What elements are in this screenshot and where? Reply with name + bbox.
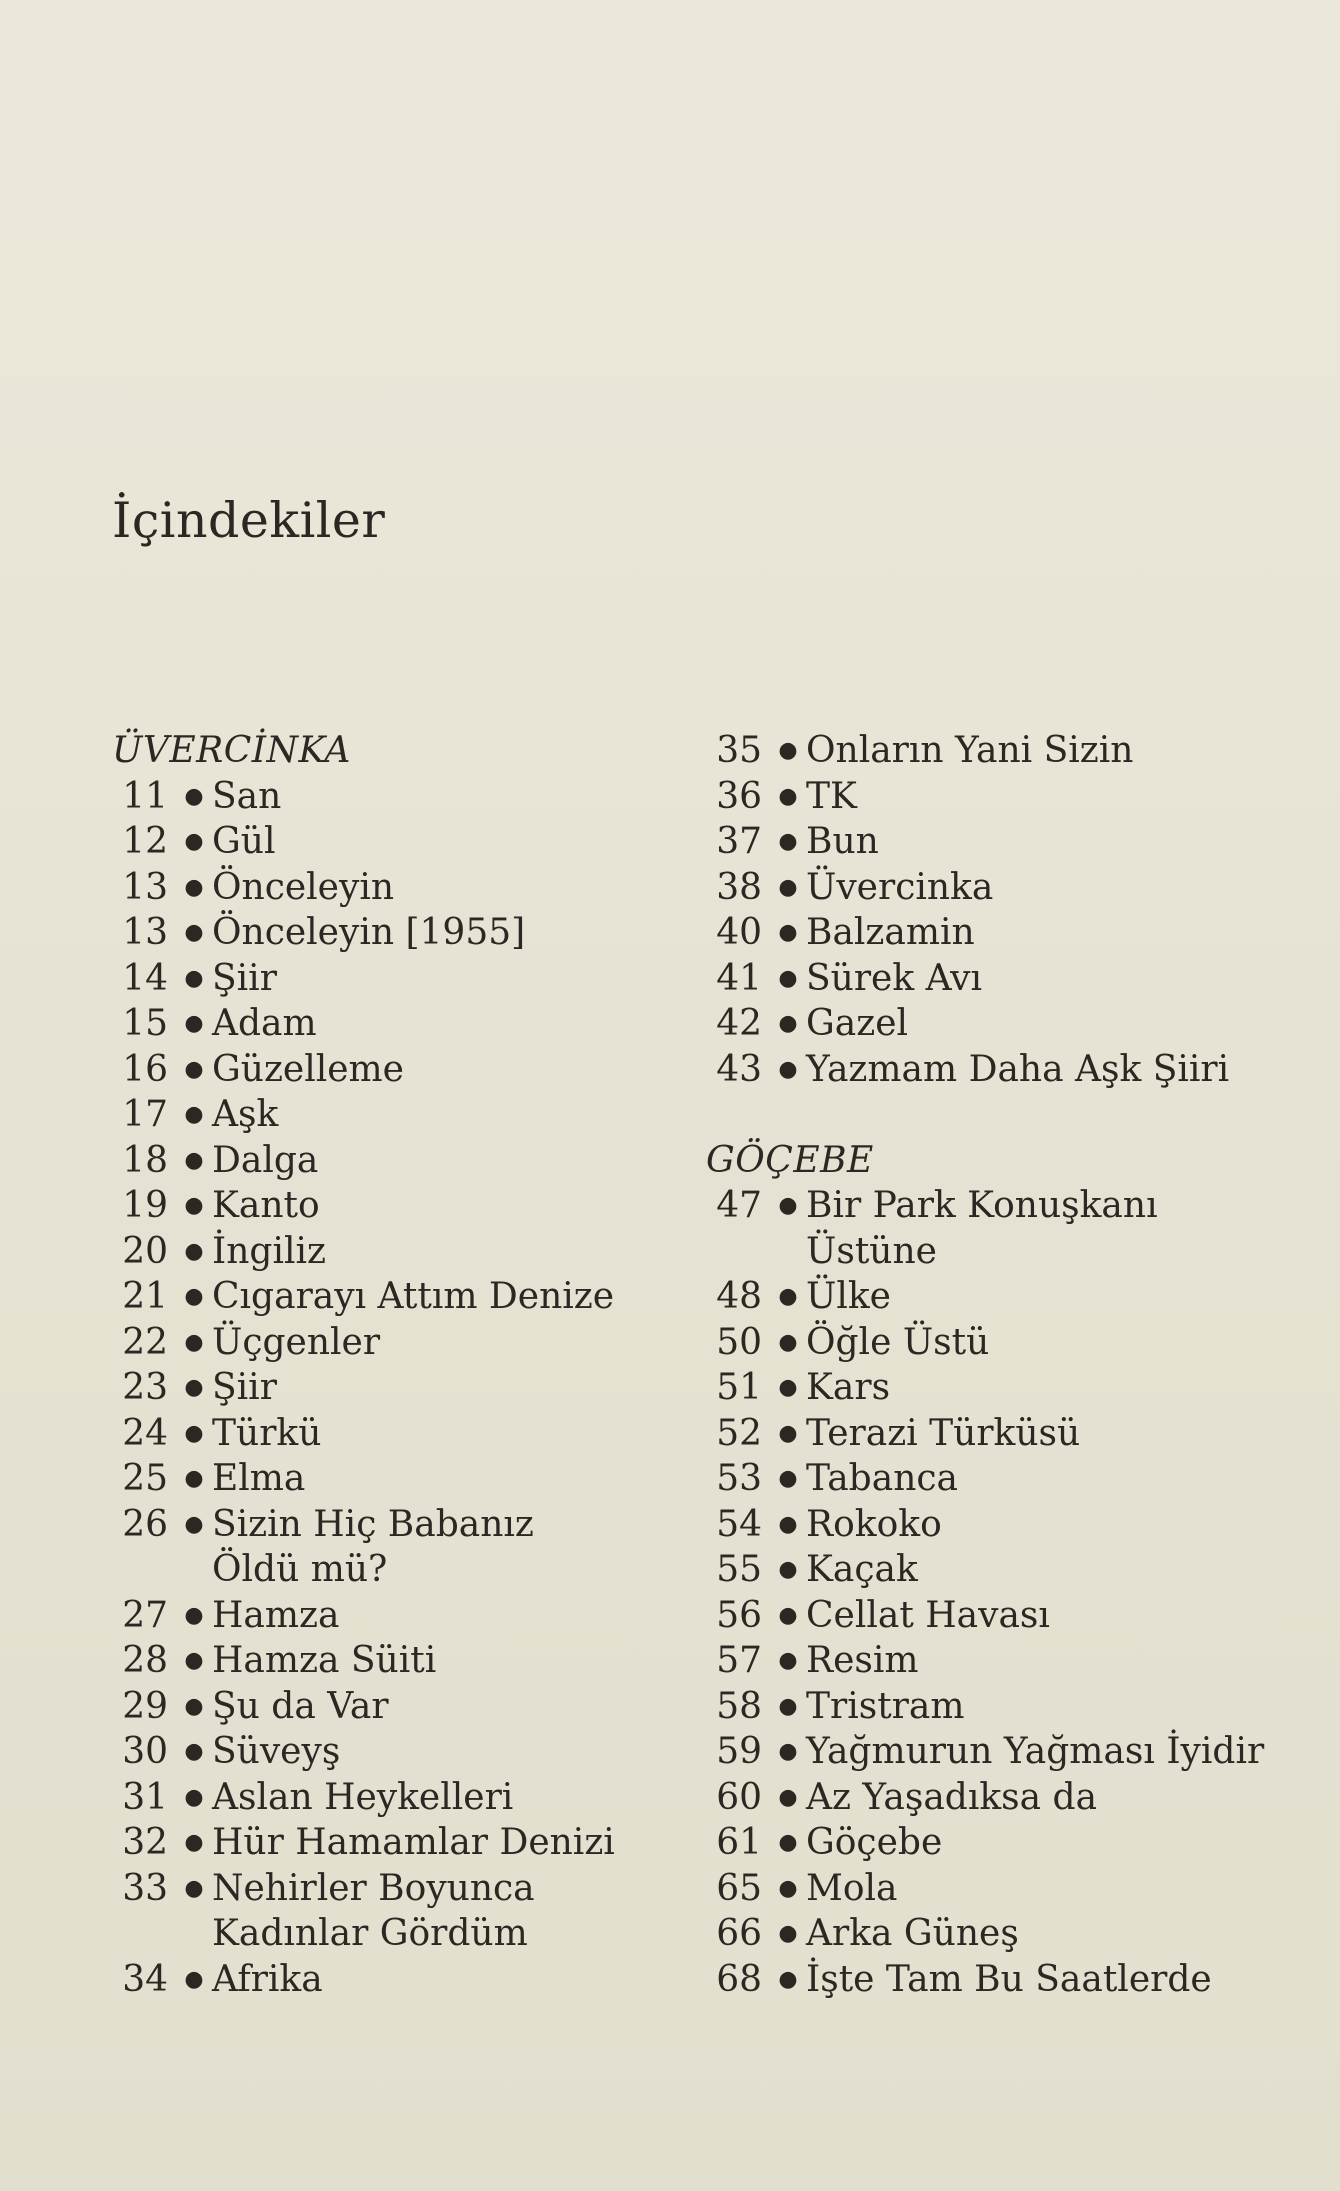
toc-page-number: 26 — [122, 1503, 168, 1545]
toc-entry-title: İşte Tam Bu Saatlerde — [806, 1958, 1212, 2000]
section-heading-uvercinka: ÜVERCİNKA — [112, 730, 351, 771]
toc-entry-title: Göçebe — [806, 1822, 943, 1863]
toc-entry-title: Hamza — [212, 1594, 340, 1636]
bullet-icon: ● — [778, 1511, 798, 1537]
toc-page-number: 17 — [122, 1094, 168, 1135]
toc-page-number: 14 — [122, 957, 168, 999]
bullet-icon: ● — [778, 1375, 798, 1400]
toc-entry-title: Kanto — [212, 1185, 320, 1226]
toc-entry — [706, 1047, 1266, 1093]
bullet-icon: ● — [184, 1011, 204, 1036]
toc-entry-title: Ülke — [806, 1276, 891, 1317]
bullet-icon: ● — [778, 738, 798, 763]
toc-page-number: 37 — [716, 821, 762, 862]
toc-entry — [706, 819, 1266, 865]
bullet-icon: ● — [778, 1602, 798, 1628]
bullet-icon: ● — [184, 1375, 204, 1400]
toc-entry-title: TK — [806, 775, 857, 817]
bullet-icon: ● — [778, 1739, 798, 1764]
toc-entry — [112, 1001, 672, 1047]
toc-entry — [706, 1820, 1266, 1866]
toc-page-number: 25 — [122, 1458, 168, 1499]
toc-entry-title: Üvercinka — [806, 866, 994, 908]
toc-page-number: 13 — [122, 866, 168, 908]
toc-page-number: 47 — [716, 1185, 762, 1226]
toc-entry-title: Yazmam Daha Aşk Şiiri — [806, 1048, 1230, 1090]
toc-page-number: 11 — [122, 775, 168, 817]
toc-list-left — [112, 774, 672, 2003]
toc-page-number: 21 — [122, 1276, 168, 1317]
toc-entry-title: Rokoko — [806, 1503, 942, 1545]
bullet-icon: ● — [184, 1739, 204, 1764]
toc-page-number: 41 — [716, 957, 762, 999]
toc-entry — [112, 1092, 672, 1138]
toc-page-number: 60 — [716, 1776, 762, 1818]
toc-entry-title: Aşk — [212, 1094, 279, 1135]
toc-entry-title: San — [212, 775, 282, 817]
bullet-icon: ● — [778, 1420, 798, 1446]
toc-entry — [112, 1866, 672, 1957]
toc-entry — [112, 1365, 672, 1411]
toc-entry-title: İngiliz — [212, 1230, 326, 1272]
bullet-icon: ● — [184, 1102, 204, 1127]
toc-entry — [706, 1775, 1266, 1821]
toc-entry — [112, 1957, 672, 2003]
toc-page-number: 48 — [716, 1276, 762, 1317]
toc-page-number: 53 — [716, 1458, 762, 1499]
toc-page-number: 35 — [716, 730, 762, 771]
toc-entry-title: Arka Güneş — [806, 1913, 1019, 1954]
toc-page-number: 18 — [122, 1139, 168, 1181]
toc-entry-title: Sürek Avı — [806, 957, 983, 999]
toc-entry — [706, 865, 1266, 911]
toc-list-right-top — [706, 728, 1266, 1092]
toc-page-number: 33 — [122, 1867, 168, 1909]
toc-page-number: 28 — [122, 1640, 168, 1681]
toc-entry-title: Adam — [212, 1003, 317, 1044]
toc-page-number: 68 — [716, 1958, 762, 2000]
toc-entry-title: Hür Hamamlar Denizi — [212, 1822, 615, 1863]
toc-entry-title: Süveyş — [212, 1731, 341, 1772]
toc-entry — [706, 1957, 1266, 2003]
toc-entry — [112, 1502, 672, 1593]
toc-entry-title: Türkü — [212, 1412, 322, 1454]
toc-page-number: 42 — [716, 1003, 762, 1044]
toc-entry — [706, 1502, 1266, 1548]
bullet-icon: ● — [184, 1420, 204, 1446]
bullet-icon: ● — [184, 1648, 204, 1673]
toc-list-right — [706, 1183, 1266, 2002]
toc-entry-title: Dalga — [212, 1139, 319, 1181]
toc-page-number: 58 — [716, 1685, 762, 1727]
toc-entry — [706, 1001, 1266, 1047]
toc-page-number: 30 — [122, 1731, 168, 1772]
bullet-icon: ● — [778, 1011, 798, 1036]
toc-entry — [706, 1456, 1266, 1502]
toc-entry — [112, 1729, 672, 1775]
toc-entry-title: Az Yaşadıksa da — [806, 1776, 1098, 1818]
bullet-icon: ● — [184, 783, 204, 809]
toc-column-left — [112, 728, 672, 2002]
toc-page-number: 29 — [122, 1685, 168, 1727]
toc-entry — [706, 1593, 1266, 1639]
bullet-icon: ● — [778, 1966, 798, 1992]
toc-entry-title: Mola — [806, 1867, 898, 1909]
bullet-icon: ● — [184, 1193, 204, 1218]
bullet-icon: ● — [184, 1693, 204, 1719]
toc-entry-title: Onların Yani Sizin — [806, 730, 1134, 771]
toc-entry-title: Hamza Süiti — [212, 1640, 437, 1681]
toc-page-number: 16 — [122, 1048, 168, 1090]
toc-entry-title: Nehirler Boyunca Kadınlar Gördüm — [212, 1867, 535, 1954]
toc-entry — [112, 1229, 672, 1275]
toc-entry-title: Önceleyin [1955] — [212, 912, 526, 953]
bullet-icon: ● — [184, 1329, 204, 1355]
toc-page-number: 51 — [716, 1367, 762, 1408]
toc-entry — [706, 1274, 1266, 1320]
bullet-icon: ● — [184, 1966, 204, 1992]
bullet-icon: ● — [778, 1875, 798, 1901]
toc-entry — [706, 956, 1266, 1002]
toc-entry — [706, 1638, 1266, 1684]
toc-entry — [112, 1183, 672, 1229]
toc-entry — [706, 1866, 1266, 1912]
toc-entry — [112, 1593, 672, 1639]
bullet-icon: ● — [778, 1056, 798, 1082]
bullet-icon: ● — [778, 1693, 798, 1719]
toc-entry — [112, 1411, 672, 1457]
toc-entry — [706, 728, 1266, 774]
toc-page-number: 34 — [122, 1958, 168, 2000]
toc-entry-title: Kars — [806, 1367, 891, 1408]
toc-entry — [112, 1320, 672, 1366]
toc-entry-title: Terazi Türküsü — [806, 1412, 1081, 1454]
toc-page-number: 27 — [122, 1594, 168, 1636]
bullet-icon: ● — [184, 1511, 204, 1537]
toc-entry-title: Yağmurun Yağması İyidir — [806, 1731, 1265, 1772]
toc-page-number: 32 — [122, 1822, 168, 1863]
toc-page-number: 56 — [716, 1594, 762, 1636]
toc-entry — [112, 1638, 672, 1684]
toc-page-number: 22 — [122, 1321, 168, 1363]
toc-page-number: 57 — [716, 1640, 762, 1681]
toc-entry — [112, 865, 672, 911]
toc-entry-title: Üçgenler — [212, 1321, 381, 1363]
toc-entry-title: Şu da Var — [212, 1685, 389, 1727]
bullet-icon: ● — [184, 1056, 204, 1082]
bullet-icon: ● — [184, 874, 204, 900]
bullet-icon: ● — [184, 829, 204, 854]
toc-page-number: 54 — [716, 1503, 762, 1545]
section-gap — [706, 1092, 1266, 1138]
toc-entry — [706, 1684, 1266, 1730]
toc-entry-title: Resim — [806, 1640, 919, 1681]
toc-entry-title: Önceleyin — [212, 866, 395, 908]
toc-page-number: 66 — [716, 1913, 762, 1954]
toc-page-number: 23 — [122, 1367, 168, 1408]
toc-entry-title: Tristram — [806, 1685, 965, 1727]
toc-entry-title: Şiir — [212, 957, 277, 999]
toc-entry — [112, 1820, 672, 1866]
toc-entry-title: Şiir — [212, 1367, 277, 1408]
bullet-icon: ● — [184, 1875, 204, 1901]
toc-entry — [706, 1911, 1266, 1957]
toc-page-number: 15 — [122, 1003, 168, 1044]
toc-entry-title: Gazel — [806, 1003, 909, 1044]
toc-entry — [112, 1775, 672, 1821]
toc-entry — [112, 774, 672, 820]
bullet-icon: ● — [778, 1784, 798, 1810]
toc-entry-title: Kaçak — [806, 1549, 918, 1590]
bullet-icon: ● — [778, 1329, 798, 1355]
toc-entry — [112, 1684, 672, 1730]
bullet-icon: ● — [778, 1648, 798, 1673]
page-title: İçindekiler — [112, 492, 386, 549]
toc-page-number: 13 — [122, 912, 168, 953]
toc-entry-title: Elma — [212, 1458, 306, 1499]
toc-entry-title: Güzelleme — [212, 1048, 404, 1090]
toc-page-number: 12 — [122, 821, 168, 862]
toc-page-number: 19 — [122, 1185, 168, 1226]
bullet-icon: ● — [778, 1557, 798, 1582]
toc-entry-title: Gül — [212, 821, 276, 862]
bullet-icon: ● — [778, 783, 798, 809]
section-heading-gocebe: GÖÇEBE — [706, 1139, 874, 1181]
toc-entry-title: Tabanca — [806, 1458, 958, 1499]
toc-entry — [706, 1411, 1266, 1457]
toc-entry-title: Aslan Heykelleri — [212, 1776, 514, 1818]
toc-entry-title: Cellat Havası — [806, 1594, 1050, 1636]
toc-entry — [706, 774, 1266, 820]
toc-entry-title: Afrika — [212, 1958, 323, 2000]
toc-page-number: 52 — [716, 1412, 762, 1454]
bullet-icon: ● — [184, 1147, 204, 1173]
toc-entry-title: Balzamin — [806, 912, 975, 953]
toc-entry-title: Bun — [806, 821, 879, 862]
toc-entry — [112, 956, 672, 1002]
toc-entry — [706, 1183, 1266, 1274]
bullet-icon: ● — [778, 1921, 798, 1946]
bullet-icon: ● — [778, 1830, 798, 1855]
toc-entry-title: Sizin Hiç Babanız Öldü mü? — [212, 1503, 534, 1590]
bullet-icon: ● — [778, 1466, 798, 1491]
toc-page-number: 43 — [716, 1048, 762, 1090]
bullet-icon: ● — [778, 829, 798, 854]
toc-entry — [706, 1365, 1266, 1411]
toc-page-number: 40 — [716, 912, 762, 953]
toc-page-number: 38 — [716, 866, 762, 908]
toc-entry — [112, 1274, 672, 1320]
toc-entry — [706, 1729, 1266, 1775]
bullet-icon: ● — [778, 874, 798, 900]
toc-entry — [112, 1047, 672, 1093]
toc-entry — [112, 1456, 672, 1502]
toc-page-number: 50 — [716, 1321, 762, 1363]
toc-page-number: 55 — [716, 1549, 762, 1590]
bullet-icon: ● — [778, 1284, 798, 1309]
toc-entry — [112, 910, 672, 956]
bullet-icon: ● — [184, 1602, 204, 1628]
bullet-icon: ● — [778, 965, 798, 991]
toc-page-number: 59 — [716, 1731, 762, 1772]
toc-page-number: 61 — [716, 1822, 762, 1863]
bullet-icon: ● — [184, 965, 204, 991]
toc-entry — [706, 1547, 1266, 1593]
toc-page-number: 20 — [122, 1230, 168, 1272]
bullet-icon: ● — [184, 1784, 204, 1810]
toc-entry — [706, 1320, 1266, 1366]
bullet-icon: ● — [778, 1193, 798, 1218]
toc-page-number: 65 — [716, 1867, 762, 1909]
toc-page-number: 36 — [716, 775, 762, 817]
toc-column-right — [706, 728, 1266, 2002]
toc-entry-title: Cıgarayı Attım Denize — [212, 1276, 615, 1317]
bullet-icon: ● — [184, 920, 204, 945]
bullet-icon: ● — [184, 1238, 204, 1264]
toc-entry — [706, 910, 1266, 956]
toc-entry — [112, 1138, 672, 1184]
bullet-icon: ● — [778, 920, 798, 945]
toc-page-number: 24 — [122, 1412, 168, 1454]
bullet-icon: ● — [184, 1284, 204, 1309]
bullet-icon: ● — [184, 1466, 204, 1491]
toc-entry-title: Bir Park Konuşkanı Üstüne — [806, 1185, 1158, 1272]
toc-entry-title: Öğle Üstü — [806, 1321, 990, 1363]
toc-page-number: 31 — [122, 1776, 168, 1818]
toc-entry — [112, 819, 672, 865]
bullet-icon: ● — [184, 1830, 204, 1855]
